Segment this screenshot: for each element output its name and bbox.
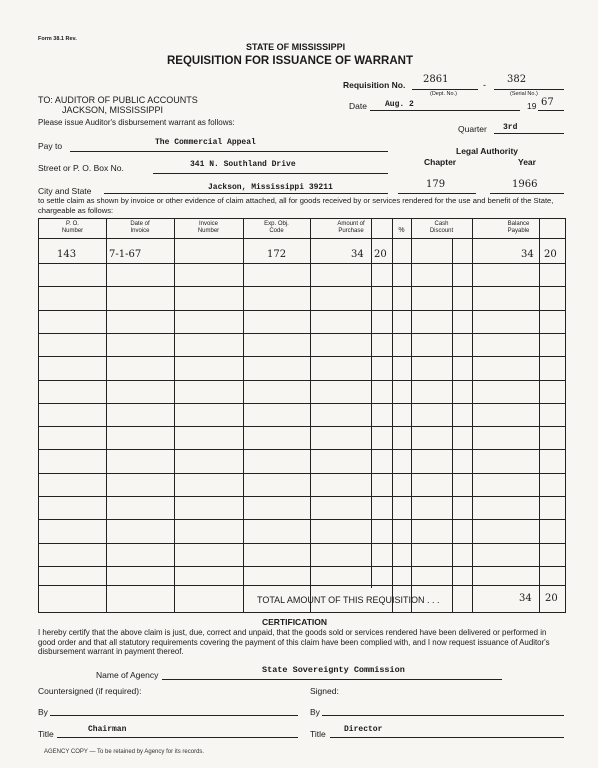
table-row-rule bbox=[39, 426, 565, 427]
table-row-rule bbox=[39, 333, 565, 334]
chapter-line bbox=[398, 193, 476, 194]
col-divider bbox=[310, 219, 311, 612]
row-date: 7-1-67 bbox=[109, 249, 142, 260]
dept-number: 2861 bbox=[423, 74, 449, 85]
total-rule bbox=[39, 585, 565, 586]
title-line-left bbox=[57, 737, 298, 738]
date-label: Date bbox=[349, 101, 367, 111]
quarter-value: 3rd bbox=[503, 123, 518, 132]
by-line-left bbox=[50, 715, 298, 716]
chapter-value: 179 bbox=[426, 179, 446, 190]
table-row-rule bbox=[39, 286, 565, 287]
pay-to-label: Pay to bbox=[38, 141, 63, 151]
by-label-left: By bbox=[38, 707, 48, 717]
form-number: Form 38.1 Rev. bbox=[38, 36, 77, 42]
table-row-rule bbox=[39, 496, 565, 497]
city-label: City and State bbox=[38, 186, 92, 196]
col-divider bbox=[411, 219, 412, 612]
agency-value: State Sovereignty Commission bbox=[262, 665, 405, 675]
col-divider bbox=[452, 238, 453, 612]
signed-label: Signed: bbox=[310, 686, 339, 696]
serial-number: 382 bbox=[507, 74, 527, 85]
requisition-label: Requisition No. bbox=[343, 80, 406, 90]
year-line bbox=[538, 110, 564, 111]
year-label: Year bbox=[518, 157, 536, 167]
table-row-rule bbox=[39, 449, 565, 450]
agency-label: Name of Agency bbox=[96, 670, 159, 680]
table-row-rule bbox=[39, 566, 565, 567]
table-row-rule bbox=[39, 473, 565, 474]
table-row-rule bbox=[39, 310, 565, 311]
serial-number-line bbox=[494, 89, 564, 90]
col-divider bbox=[106, 219, 107, 612]
date-line bbox=[370, 110, 520, 111]
year-prefix: 19 bbox=[527, 101, 537, 111]
date-value: Aug. 2 bbox=[385, 100, 414, 109]
total-label: TOTAL AMOUNT OF THIS REQUISITION . . . bbox=[257, 595, 440, 605]
table-row-rule bbox=[39, 543, 565, 544]
row-po: 143 bbox=[57, 249, 77, 260]
legal-year-line bbox=[490, 193, 564, 194]
claims-table bbox=[38, 218, 566, 613]
total-cents: 20 bbox=[545, 593, 558, 604]
chapter-label: Chapter bbox=[424, 157, 457, 167]
city-line bbox=[104, 193, 388, 194]
city-value: Jackson, Mississippi 39211 bbox=[208, 183, 333, 192]
agency-line bbox=[162, 679, 502, 680]
header-amount: Amount of Purchase bbox=[337, 221, 365, 234]
table-row-rule bbox=[39, 403, 565, 404]
row-balance-cents: 20 bbox=[544, 249, 557, 260]
dept-number-caption: (Dept. No.) bbox=[430, 91, 457, 97]
col-divider bbox=[472, 219, 473, 612]
countersigned-label: Countersigned (if required): bbox=[38, 686, 142, 696]
title-line-right bbox=[330, 737, 564, 738]
serial-number-caption: (Serial No.) bbox=[510, 91, 538, 97]
title-label-left: Title bbox=[38, 729, 54, 739]
col-divider bbox=[243, 219, 244, 612]
header-percent: % bbox=[398, 227, 405, 234]
addressee-line-1: TO: AUDITOR OF PUBLIC ACCOUNTS bbox=[38, 95, 198, 105]
pay-to-value: The Commercial Appeal bbox=[155, 138, 256, 147]
addressee-line-2: JACKSON, MISSISSIPPI bbox=[62, 105, 164, 115]
title-value-right: Director bbox=[344, 725, 383, 734]
certification-title: CERTIFICATION bbox=[262, 617, 328, 627]
table-row-rule bbox=[39, 356, 565, 357]
col-divider bbox=[539, 219, 540, 612]
requisition-dash: - bbox=[483, 80, 486, 90]
by-line-right bbox=[322, 715, 564, 716]
header-cash: Cash Discount bbox=[429, 221, 454, 234]
table-row-rule bbox=[39, 519, 565, 520]
by-label-right: By bbox=[310, 707, 320, 717]
form-title: REQUISITION FOR ISSUANCE OF WARRANT bbox=[167, 55, 413, 67]
state-heading: STATE OF MISSISSIPPI bbox=[246, 42, 346, 52]
total-dollars: 34 bbox=[519, 593, 532, 604]
settle-text: to settle claim as shown by invoice or other evidence of claim attached, all for goods received by or services rendered for the use and benefit of the State, chargeable as follows: bbox=[38, 196, 554, 215]
pay-to-line bbox=[70, 151, 388, 152]
year-value: 67 bbox=[541, 97, 554, 108]
row-balance-dollars: 34 bbox=[521, 249, 534, 260]
certification-text: I hereby certify that the above claim is just, due, correct and unpaid, that the goods sold or services rendered have been delivered or performed in good order and that all statutory requirements covering the payment of this claim have been complied with, and I now request issuance of Auditor's disbursement warrant in payment thereof. bbox=[38, 628, 550, 656]
title-label-right: Title bbox=[310, 729, 326, 739]
table-row-rule bbox=[39, 263, 565, 264]
header-balance: Balance Payable bbox=[507, 221, 530, 234]
col-divider bbox=[392, 219, 393, 612]
row-exp: 172 bbox=[267, 249, 287, 260]
title-value-left: Chairman bbox=[88, 725, 127, 734]
footer-note: AGENCY COPY — To be retained by Agency for its records. bbox=[44, 749, 205, 755]
col-divider bbox=[174, 219, 175, 612]
row-amount-cents: 20 bbox=[374, 249, 387, 260]
addressee-instruction: Please issue Auditor's disbursement warrant as follows: bbox=[38, 118, 235, 127]
dept-number-line bbox=[412, 89, 478, 90]
header-date: Date of Invoice bbox=[130, 221, 150, 234]
street-label: Street or P. O. Box No. bbox=[38, 163, 124, 173]
header-invoice: Invoice Number bbox=[197, 221, 220, 234]
quarter-label: Quarter bbox=[458, 124, 487, 134]
header-rule bbox=[39, 238, 565, 239]
legal-year-value: 1966 bbox=[512, 179, 538, 190]
quarter-line bbox=[494, 133, 564, 134]
header-po: P. O. Number bbox=[61, 221, 84, 234]
street-value: 341 N. Southland Drive bbox=[190, 160, 296, 169]
table-row-rule bbox=[39, 380, 565, 381]
legal-authority-title: Legal Authority bbox=[456, 146, 519, 156]
header-exp: Exp. Obj. Code bbox=[264, 221, 289, 234]
row-amount-dollars: 34 bbox=[351, 249, 364, 260]
street-line bbox=[153, 173, 388, 174]
